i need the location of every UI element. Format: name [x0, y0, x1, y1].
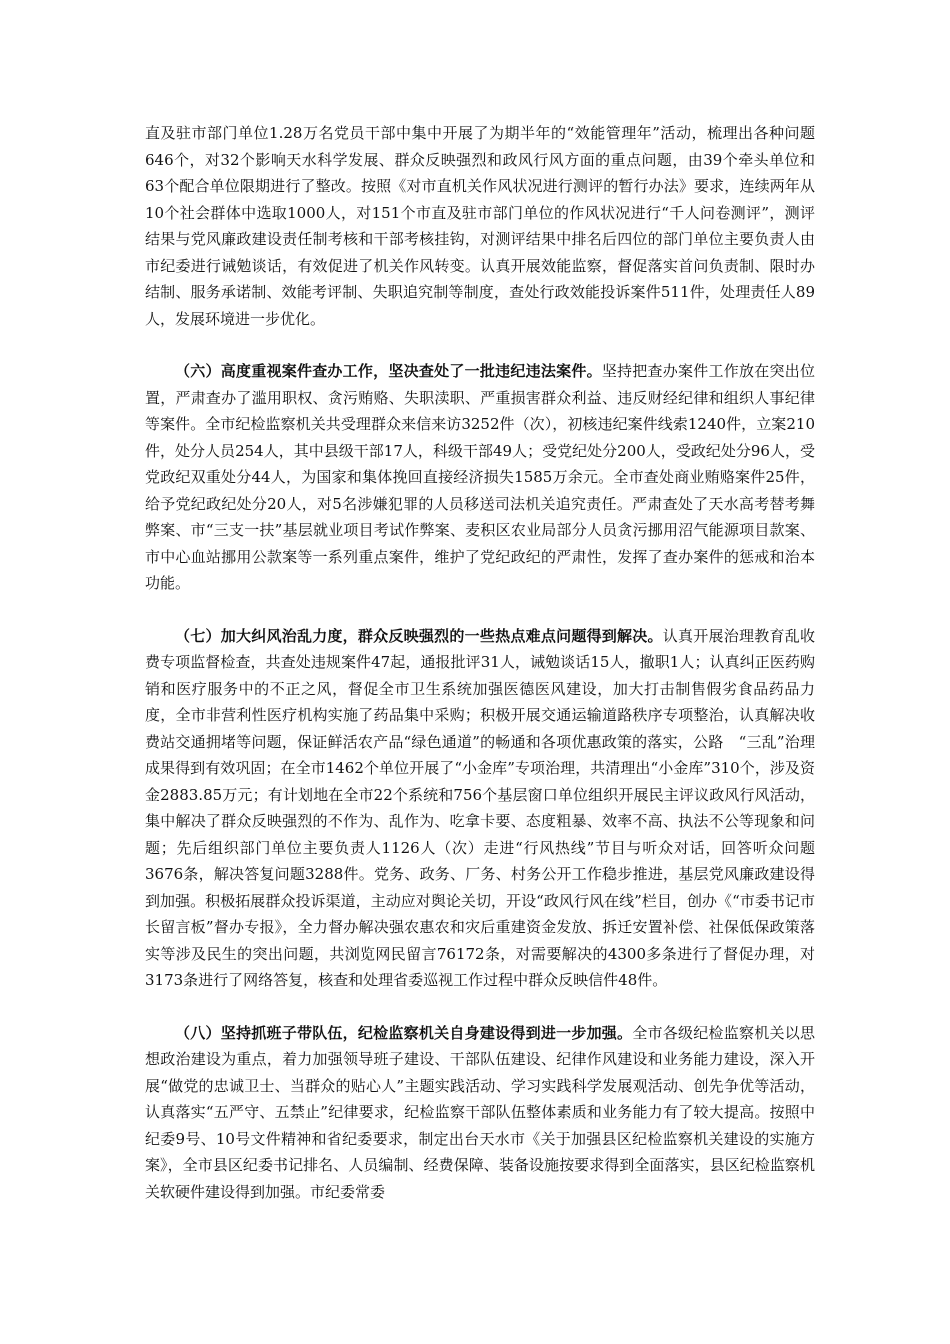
paragraph-1-body: 直及驻市部门单位1.28万名党员干部中集中开展了为期半年的“效能管理年”活动，梳理出各种问题646个，对32个影响天水科学发展、群众反映强烈和政风行风方面的重点问题，由39个牵头单位和63个配合单位限期进行了整改。按照《对市直机关作风状况进行测评的暂行办法》要求，连续两年从10个社会群体中选取1000人，对151个市直及驻市部门单位的作风状况进行“千人问卷测评”，测评结果与党风廉政建设责任制考核和干部考核挂钩，对测评结果中排名后四位的部门单位主要负责人由市纪委进行诫勉谈话，有效促进了机关作风转变。认真开展效能监察，督促落实首问负责制、限时办结制、服务承诺制、效能考评制、失职追究制等制度，查处行政效能投诉案件511件，处理责任人89人，发展环境进一步优化。 — [145, 124, 815, 328]
paragraph-8 — [145, 1020, 815, 1206]
paragraph-6-body: 坚持把查办案件工作放在突出位置，严肃查办了滥用职权、贪污贿赂、失职渎职、严重损害群众利益、违反财经纪律和组织人事纪律等案件。全市纪检监察机关共受理群众来信来访3252件（次），初核违纪案件线索1240件，立案210件，处分人员254人，其中县级干部17人，科级干部49人；受党纪处分200人，受政纪处分96人，受党政纪双重处分44人，为国家和集体挽回直接经济损失1585万余元。全市查处商业贿赂案件25件，给予党纪政纪处分20人，对5名涉嫌犯罪的人员移送司法机关追究责任。严肃查处了天水高考替考舞弊案、市“三支一扶”基层就业项目考试作弊案、麦积区农业局部分人员贪污挪用沼气能源项目款案、市中心血站挪用公款案等一系列重点案件，维护了党纪政纪的严肃性，发挥了查办案件的惩戒和治本功能。 — [145, 362, 815, 592]
paragraph-8-body: 全市各级纪检监察机关以思想政治建设为重点，着力加强领导班子建设、干部队伍建设、纪律作风建设和业务能力建设，深入开展“做党的忠诚卫士、当群众的贴心人”主题实践活动、学习实践科学发展观活动、创先争优等活动，认真落实“五严守、五禁止”纪律要求，纪检监察干部队伍整体素质和业务能力有了较大提高。按照中纪委9号、10号文件精神和省纪委要求，制定出台天水市《关于加强县区纪检监察机关建设的实施方案》，全市县区纪委书记排名、人员编制、经费保障、装备设施按要求得到全面落实，县区纪检监察机关软硬件建设得到加强。市纪委常委 — [145, 1023, 815, 1201]
paragraph-7-heading: （七）加大纠风治乱力度，群众反映强烈的一些热点难点问题得到解决。 — [175, 626, 663, 645]
document-page — [145, 120, 815, 1231]
paragraph-1 — [145, 120, 815, 332]
paragraph-8-heading: （八）坚持抓班子带队伍，纪检监察机关自身建设得到进一步加强。 — [175, 1023, 633, 1042]
paragraph-6 — [145, 358, 815, 597]
paragraph-7-body: 认真开展治理教育乱收费专项监督检查，共查处违规案件47起，通报批评31人，诫勉谈话15人，撤职1人；认真纠正医药购销和医疗服务中的不正之风，督促全市卫生系统加强医德医风建设，加大打击制售假劣食品药品力度，全市非营利性医疗机构实施了药品集中采购；积极开展交通运输道路秩序专项整治，认真解决收费站交通拥堵等问题，保证鲜活农产品“绿色通道”的畅通和各项优惠政策的落实，公路 “三乱”治理成果得到有效巩固；在全市1462个单位开展了“小金库”专项治理，共清理出“小金库”310个，涉及资金2883.85万元；有计划地在全市22个系统和756个基层窗口单位组织开展民主评议政风行风活动，集中解决了群众反映强烈的不作为、乱作为、吃拿卡要、态度粗暴、效率不高、执法不公等现象和问题；先后组织部门单位主要负责人1126人（次）走进“行风热线”节目与听众对话，回答听众问题3676条，解决答复问题3288件。党务、政务、厂务、村务公开工作稳步推进，基层党风廉政建设得到加强。积极拓展群众投诉渠道，主动应对舆论关切，开设“政风行风在线”栏目，创办《“市委书记市长留言板”督办专报》，全力督办解决强农惠农和灾后重建资金发放、拆迁安置补偿、社保低保政策落实等涉及民生的突出问题，共浏览网民留言76172条，对需要解决的4300多条进行了督促办理，对3173条进行了网络答复，核查和处理省委巡视工作过程中群众反映信件48件。 — [145, 626, 816, 989]
paragraph-7 — [145, 623, 815, 994]
paragraph-6-heading: （六）高度重视案件查办工作，坚决查处了一批违纪违法案件。 — [175, 362, 602, 380]
